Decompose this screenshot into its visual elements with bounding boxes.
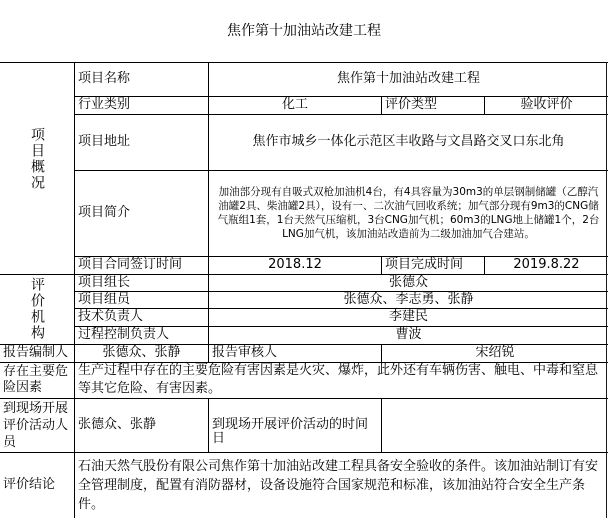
grid-line — [74, 170, 608, 171]
report-reviewer-label: 报告审核人 — [212, 345, 278, 360]
hazards-label: 存在主要危险因素 — [3, 364, 69, 395]
address-label: 项目地址 — [78, 134, 131, 149]
site-staff-value: 张德众、张静 — [78, 417, 157, 432]
tech-lead-value: 李建民 — [388, 309, 428, 324]
summary-label: 项目简介 — [78, 205, 131, 220]
grid-line — [74, 114, 608, 115]
grid-line — [484, 256, 485, 274]
process-lead-label: 过程控制负责人 — [78, 327, 170, 342]
site-time-value: 日 — [212, 431, 226, 446]
eval-type-label: 评价类型 — [385, 97, 438, 112]
grid-line — [74, 62, 75, 518]
grid-line — [0, 398, 608, 399]
grid-line — [208, 62, 209, 362]
site-time-extra — [382, 398, 608, 452]
grid-line — [74, 326, 608, 327]
complete-time-label: 项目完成时间 — [385, 257, 464, 272]
grid-line — [74, 291, 608, 292]
members-label: 项目组员 — [78, 291, 131, 307]
summary-value: 加油部分现有自吸式双枪加油机4台，有4具容量为30m3的单层钢制储罐（乙醇汽油罐2具、柴油罐2具），设有一、二次油气回收系统；加气部分现有9m3的CNG储气瓶组1套，1台天然气压缩机，3台CNG加气机；60m3的LNG地上储罐1个，2台LNG加气机，该加油站改造前为二级加油加气合建站。 — [217, 186, 600, 240]
grid-line — [74, 256, 608, 257]
grid-line — [381, 96, 382, 114]
complete-time-value: 2019.8.22 — [513, 257, 580, 272]
leader-value: 张德众 — [388, 274, 428, 290]
report-author-value: 张德众、张静 — [102, 345, 181, 360]
project-name-value: 焦作第十加油站改建工程 — [336, 71, 480, 86]
project-name-label: 项目名称 — [78, 71, 131, 86]
tech-lead-label: 技术负责人 — [78, 309, 144, 324]
org-group-label: 评价机构 — [29, 277, 45, 341]
process-lead-value: 曹波 — [395, 327, 422, 342]
grid-line — [381, 344, 382, 362]
grid-line — [0, 62, 608, 63]
grid-line — [0, 274, 608, 275]
industry-value: 化工 — [281, 97, 308, 112]
overview-group-label: 项目概况 — [29, 127, 45, 191]
conclusion-label: 评价结论 — [3, 477, 56, 492]
site-staff-label: 到现场开展评价活动人员 — [3, 400, 69, 450]
form-title — [0, 0, 608, 62]
grid-line — [484, 96, 485, 114]
industry-label: 行业类别 — [78, 97, 131, 112]
hazards-value: 生产过程中存在的主要危险有害因素是火灾、爆炸，此外还有车辆伤害、触电、中毒和窒息等其它危险、有害因素。 — [78, 363, 599, 396]
grid-line — [74, 308, 608, 309]
address-value: 焦作市城乡一体化示范区丰收路与文昌路交叉口东北角 — [252, 134, 565, 149]
right-border — [606, 62, 607, 518]
members-value: 张德众、李志勇、张静 — [343, 291, 474, 307]
grid-line — [0, 344, 608, 345]
site-time-label: 到现场开展评价活动的时间 — [212, 417, 369, 432]
report-reviewer-value: 宋绍锐 — [475, 345, 515, 360]
grid-line — [0, 452, 608, 453]
grid-line — [0, 362, 608, 363]
grid-line — [381, 398, 382, 452]
report-author-label: 报告编制人 — [3, 345, 69, 360]
contract-time-value: 2018.12 — [268, 257, 322, 272]
grid-line — [381, 256, 382, 274]
form-title-text: 焦作第十加油站改建工程 — [227, 23, 381, 39]
eval-type-value: 验收评价 — [520, 97, 573, 112]
grid-line — [74, 96, 608, 97]
conclusion-value: 石油天然气股份有限公司焦作第十加油站改建工程具备安全验收的条件。该加油站制订有安全管理制度，配置有消防器材，设备设施符合国家规范和标准，该加油站符合安全生产条件。 — [78, 458, 599, 512]
grid-line — [208, 398, 209, 452]
contract-time-label: 项目合同签订时间 — [78, 257, 183, 272]
leader-label: 项目组长 — [78, 274, 131, 290]
